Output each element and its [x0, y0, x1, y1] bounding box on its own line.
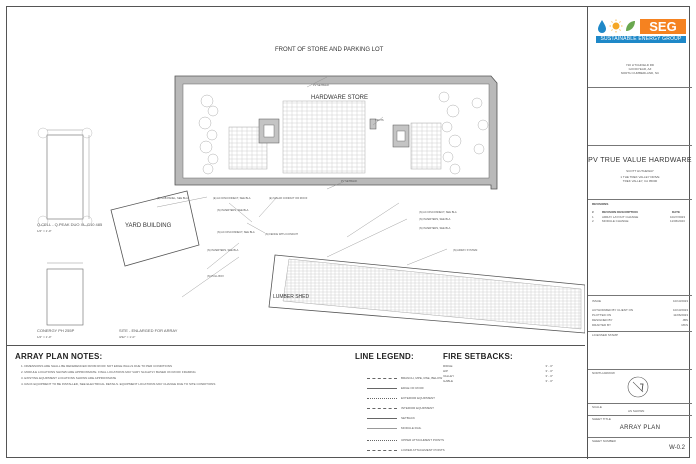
fire-setbacks-heading: FIRE SETBACKS:	[443, 352, 513, 361]
svg-text:(N) AC DISCONNECT, SEE BLA: (N) AC DISCONNECT, SEE BLA	[419, 211, 457, 214]
svg-text:VENTS: VENTS	[375, 119, 384, 122]
setback-row	[443, 369, 553, 373]
setback-value: 3' - 0"	[545, 379, 553, 383]
legend-line-sample	[367, 450, 397, 451]
sun-icon	[610, 20, 623, 33]
site-caption: SITE - ENLARGED FOR ARRAY	[119, 328, 178, 333]
legend-item: EDGE OF ROOF	[401, 386, 425, 390]
array-plan-notes-heading: ARRAY PLAN NOTES:	[15, 352, 103, 361]
logo-wordmark: SEG	[640, 19, 686, 34]
note-item: 1. DIMENSIONS ARE SHALL BE REFERENCED FROM ROOF NOT EDGE WALLS DUE TO PER CONDITIONS	[21, 364, 172, 368]
logo-subtitle: SUSTAINABLE ENERGY GROUP	[596, 36, 686, 43]
project-address-line: 1 THE TREK VALLEY DRIVE	[620, 175, 660, 179]
info-value: 10/13/2023	[672, 299, 688, 303]
project-address-line: TREK VALLEY, CA 95000	[622, 179, 658, 183]
sheet-title: ARRAY PLAN	[619, 425, 661, 431]
legend-item: EXTERIOR EQUIPMENT	[401, 396, 436, 400]
note-item: 3. EXISTING EQUIPMENT LOCATIONS SHOWN ARE APPROXIMATE	[21, 376, 117, 380]
scale-label: SCALE	[592, 405, 602, 409]
legend-item: INTERIOR EQUIPMENT	[401, 406, 435, 410]
svg-text:(E) SOLAR CONDUIT OR ROOF: (E) SOLAR CONDUIT OR ROOF	[269, 197, 308, 200]
setback-row	[443, 364, 553, 368]
info-label: PLOTTED ON	[592, 313, 612, 317]
info-row	[592, 313, 688, 317]
revision-num: 2	[592, 219, 594, 223]
north-arrow-label: NORTH ARROW	[592, 371, 615, 375]
drawing-sheet	[6, 6, 690, 458]
company-logo	[596, 19, 686, 57]
svg-text:(N) FENCE WITH CONDUIT: (N) FENCE WITH CONDUIT	[265, 233, 298, 236]
project-owner: SCOTT HUTHEWAY	[626, 169, 654, 173]
legend-item: BRANCH, MPE, RSE, BELOW	[401, 376, 443, 380]
setback-label: RIDGE	[443, 364, 453, 368]
setback-row	[443, 379, 553, 383]
setback-value: 3' - 0"	[545, 369, 553, 373]
divider	[588, 145, 692, 146]
module-detail-1-caption: Q.CELL - Q.PEAK DUO XL-G10 485	[37, 222, 103, 227]
svg-text:(E) SUB PANEL, SEE BLA: (E) SUB PANEL, SEE BLA	[157, 197, 188, 200]
sheet-number: W-0.2	[669, 445, 685, 451]
info-value: 10/13/2023	[672, 308, 688, 312]
module-detail-1-outline	[47, 135, 83, 219]
legend-line-sample	[367, 428, 397, 429]
divider	[588, 87, 692, 88]
water-drop-icon	[598, 20, 606, 33]
info-row	[592, 299, 688, 303]
info-label: AUTHORIZED BY CLIENT ON	[592, 308, 634, 312]
site-caption-scale: 3/32" = 1'-0"	[119, 335, 136, 339]
legend-line-sample	[367, 398, 397, 399]
legend-line-sample	[367, 408, 397, 409]
rev-col-desc: REVISION DESCRIPTION	[602, 210, 638, 214]
svg-text:(N) INVERTERS, SEE BLA: (N) INVERTERS, SEE BLA	[217, 209, 249, 212]
svg-text:(N) INVERTERS, SEE BLA: (N) INVERTERS, SEE BLA	[419, 227, 451, 230]
setback-value: 3' - 0"	[545, 374, 553, 378]
legend-line-sample	[367, 440, 397, 441]
legend-item: UPPER ATTACHMENT POINTS	[401, 438, 445, 442]
divider	[588, 415, 692, 416]
project-title: PV TRUE VALUE HARDWARE	[588, 157, 692, 164]
divider	[588, 295, 692, 296]
store-array-right	[411, 123, 441, 169]
svg-text:(N) INVERTERS, SEE BLA: (N) INVERTERS, SEE BLA	[419, 218, 451, 221]
address-line: 720 LITCHFIELD RD	[625, 63, 655, 67]
info-value: MKS	[681, 323, 688, 327]
sheet-title-label: SHEET TITLE	[592, 417, 611, 421]
info-label: ISSUE	[592, 299, 602, 303]
revision-desc: MODULE CHANGE	[602, 219, 629, 223]
note-item: 4. RACK EQUIPMENT TO BE INSTALLED, SEE ELECTRICAL DETAILS. EQUIPMENT LOCATIONS MAY CHANGE DUE TO SITE CONDITIONS	[21, 382, 216, 386]
company-address	[594, 63, 686, 75]
yard-building-label: YARD BUILDING	[125, 223, 172, 229]
legend-line-sample	[367, 388, 397, 389]
setback-value: 3' - 0"	[545, 364, 553, 368]
info-value: 11/06/2023	[673, 313, 688, 317]
revision-date: 11/06/2023	[670, 219, 685, 223]
svg-text:PV SETBACK: PV SETBACK	[341, 180, 358, 183]
revision-num: 1	[592, 215, 594, 219]
module-detail-2-scale: 1/2" = 1'-0"	[37, 335, 52, 339]
notes-area	[7, 345, 585, 459]
setback-label: VALLEY	[443, 374, 455, 378]
revision-date: 10/27/2023	[670, 215, 686, 219]
svg-text:(N) ARRAY SYSTEM: (N) ARRAY SYSTEM	[453, 249, 478, 252]
module-detail-2-caption: CONERGY PH 255P	[37, 328, 75, 333]
svg-text:(N) INVERTERS, SEE BLA: (N) INVERTERS, SEE BLA	[207, 249, 239, 252]
divider	[588, 437, 692, 438]
scale-value: AS SHOWN	[628, 409, 645, 413]
licensed-stamp-label: LICENSED STAMP	[592, 333, 618, 337]
north-arrow-icon	[626, 375, 650, 399]
svg-text:(N) PULL BOX: (N) PULL BOX	[207, 275, 224, 278]
revision-desc: ARRAY LAYOUT CHANGE	[602, 215, 639, 219]
setback-label: HIP	[443, 369, 449, 373]
legend-item: LOWER ATTACHMENT POINTS	[401, 448, 445, 452]
title-block	[587, 7, 691, 459]
module-detail-2-outline	[47, 269, 83, 325]
note-item: 2. MODULE LOCATIONS SHOWN ARE APPROXIMATE. FINAL LOCATIONS MAY VARY SLIGHTLY BASED ON ROOF FRAMING	[21, 370, 196, 374]
divider	[588, 199, 692, 200]
address-line: GOODYEAR, AZ	[628, 67, 652, 71]
info-row	[592, 318, 688, 322]
divider	[588, 331, 692, 332]
svg-text:PV SETBACK: PV SETBACK	[313, 84, 330, 87]
divider	[588, 403, 692, 404]
setback-row	[443, 374, 553, 378]
revisions-heading: REVISIONS	[592, 202, 609, 206]
divider	[588, 369, 692, 370]
rev-col-date: DATE	[672, 210, 680, 214]
module-detail-1-scale: 1/2" = 1'-0"	[37, 229, 52, 233]
info-label: DRAFTED BY	[592, 323, 612, 327]
front-of-store-label: FRONT OF STORE AND PARKING LOT	[275, 47, 384, 53]
hardware-store-label: HARDWARE STORE	[311, 95, 369, 101]
leaf-icon	[626, 21, 635, 31]
address-line: NORTH CUMBERLAND, NC	[620, 71, 660, 75]
sheet-number-label: SHEET NUMBER	[592, 439, 616, 443]
legend-line-sample	[367, 378, 397, 379]
rev-col-num: #	[592, 210, 594, 214]
info-row	[592, 323, 688, 327]
legend-item: SETBACK	[401, 416, 416, 420]
line-legend-heading: LINE LEGEND:	[355, 352, 414, 361]
svg-text:(E) AC DISCONNECT, SEE BLA: (E) AC DISCONNECT, SEE BLA	[213, 197, 251, 200]
store-array-main	[283, 101, 365, 173]
info-label: DESIGNED BY	[592, 318, 613, 322]
setback-label: GABLE	[443, 379, 454, 383]
legend-item: MODULE RAIL	[401, 426, 422, 430]
drawing-area	[7, 7, 585, 344]
logo-icons	[596, 19, 636, 33]
lumber-shed-label: LUMBER SHED	[273, 294, 310, 300]
info-value: JBS	[682, 318, 688, 322]
svg-text:(N) AC DISCONNECT, SEE BLA: (N) AC DISCONNECT, SEE BLA	[217, 231, 255, 234]
legend-line-sample	[367, 418, 397, 419]
info-row	[592, 308, 688, 312]
